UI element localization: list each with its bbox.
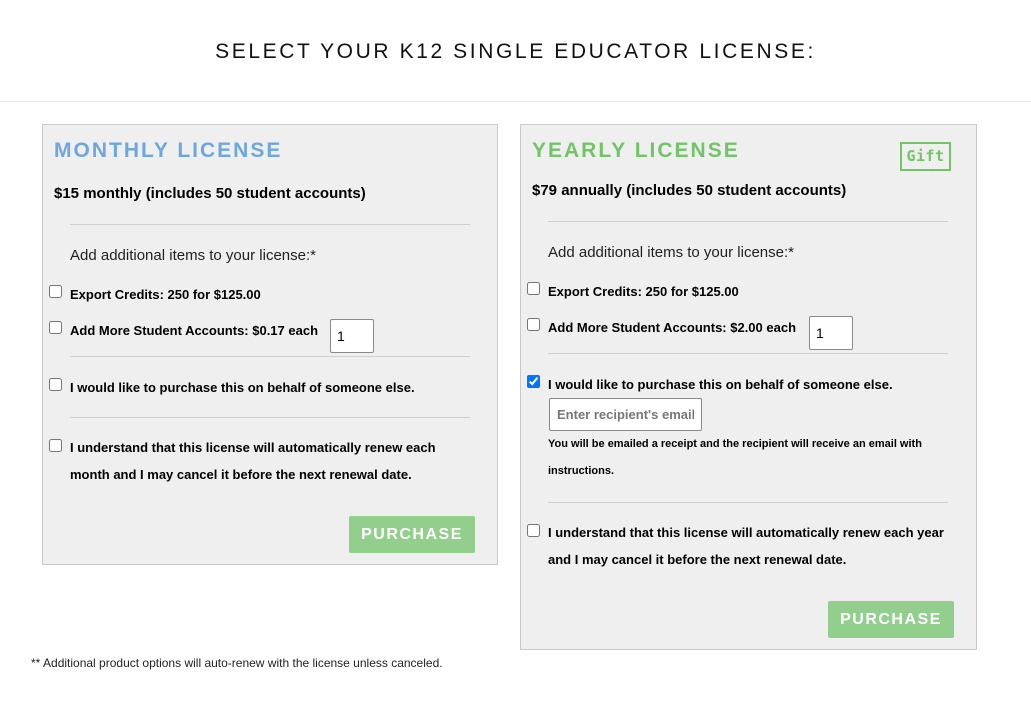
monthly-renew-label: I understand that this license will automatically renew each month and I may cancel it before the next renewal date. (70, 440, 436, 482)
add-items-label: Add additional items to your license:* (548, 244, 794, 261)
divider (70, 417, 470, 418)
yearly-student-accounts-checkbox[interactable] (527, 318, 540, 331)
footnote: ** Additional product options will auto-renew with the license unless canceled. (31, 656, 443, 670)
divider (70, 224, 470, 225)
yearly-license-title: YEARLY LICENSE (532, 139, 740, 162)
yearly-price: $79 annually (includes 50 student accounts) (532, 182, 847, 199)
monthly-behalf-label: I would like to purchase this on behalf of someone else. (70, 380, 415, 395)
divider (548, 353, 948, 354)
divider (548, 221, 948, 222)
yearly-license-card (520, 124, 977, 650)
yearly-student-accounts-qty-input[interactable] (809, 316, 853, 350)
yearly-purchase-button[interactable]: PURCHASE (828, 601, 954, 638)
divider (548, 502, 948, 503)
recipient-note: You will be emailed a receipt and the recipient will receive an email with instructions. (548, 438, 922, 477)
monthly-student-accounts-label: Add More Student Accounts: $0.17 each (70, 323, 319, 338)
monthly-license-title: MONTHLY LICENSE (54, 139, 283, 162)
yearly-renew-label: I understand that this license will automatically renew each year and I may cancel it before the next renewal date. (548, 525, 944, 567)
monthly-license-card (42, 124, 498, 565)
page-title: SELECT YOUR K12 SINGLE EDUCATOR LICENSE: (215, 40, 816, 63)
header-divider (0, 101, 1031, 102)
gift-badge[interactable]: Gift (900, 142, 951, 171)
yearly-renew-checkbox[interactable] (527, 524, 540, 537)
add-items-label: Add additional items to your license:* (70, 247, 316, 264)
monthly-student-accounts-checkbox[interactable] (49, 321, 62, 334)
yearly-student-accounts-label: Add More Student Accounts: $2.00 each (548, 320, 797, 335)
monthly-renew-checkbox[interactable] (49, 439, 62, 452)
yearly-behalf-label: I would like to purchase this on behalf of someone else. (548, 377, 893, 392)
monthly-price: $15 monthly (includes 50 student accounts) (54, 185, 366, 202)
monthly-behalf-checkbox[interactable] (49, 378, 62, 391)
monthly-export-credits-label: Export Credits: 250 for $125.00 (70, 287, 261, 302)
yearly-behalf-checkbox[interactable] (527, 375, 540, 388)
yearly-export-credits-checkbox[interactable] (527, 282, 540, 295)
monthly-export-credits-checkbox[interactable] (49, 285, 62, 298)
recipient-email-input[interactable] (549, 398, 702, 431)
monthly-purchase-button[interactable]: PURCHASE (349, 516, 475, 553)
yearly-export-credits-label: Export Credits: 250 for $125.00 (548, 284, 739, 299)
divider (70, 356, 470, 357)
monthly-student-accounts-qty-input[interactable] (330, 319, 374, 353)
